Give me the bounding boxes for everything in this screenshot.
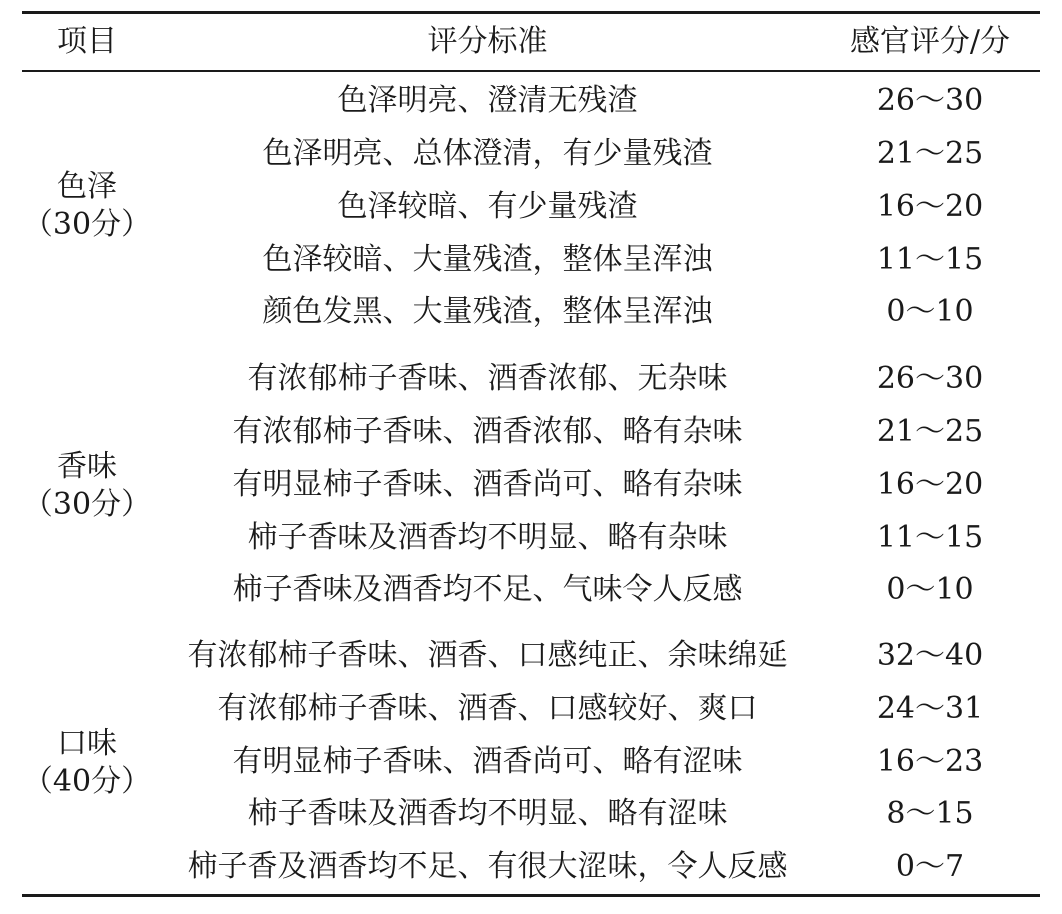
table-row-criteria: 有明显柿子香味、酒香尚可、略有杂味 xyxy=(232,467,743,502)
table-row-score: 21～25 xyxy=(876,136,984,171)
header-item: 项目 xyxy=(57,24,117,59)
group-color-label xyxy=(22,168,152,244)
table-row-criteria: 有明显柿子香味、酒香尚可、略有涩味 xyxy=(232,744,743,779)
table-row-criteria: 柿子香及酒香均不足、有很大涩味，令人反感 xyxy=(187,849,788,884)
table-row-score: 21～25 xyxy=(876,414,984,449)
table-row-criteria: 有浓郁柿子香味、酒香浓郁、无杂味 xyxy=(247,361,728,396)
table-row-criteria: 色泽明亮、澄清无残渣 xyxy=(337,83,638,118)
table-row-criteria: 颜色发黑、大量残渣，整体呈浑浊 xyxy=(262,294,713,329)
table-row-score: 11～15 xyxy=(876,242,984,277)
group-aroma-name: 香味 xyxy=(57,449,117,484)
group-color-name: 色泽 xyxy=(57,169,117,204)
table-row-criteria: 柿子香味及酒香均不明显、略有杂味 xyxy=(247,520,728,555)
table-row-criteria: 有浓郁柿子香味、酒香、口感纯正、余味绵延 xyxy=(187,638,788,673)
table-row-criteria: 柿子香味及酒香均不足、气味令人反感 xyxy=(232,572,743,607)
group-taste-points: （40分） xyxy=(22,764,152,799)
table-row-score: 11～15 xyxy=(876,520,984,555)
table-row-criteria: 柿子香味及酒香均不明显、略有涩味 xyxy=(247,796,728,831)
table-row-score: 16～20 xyxy=(876,467,984,502)
table-row-criteria: 色泽较暗、大量残渣，整体呈浑浊 xyxy=(262,242,713,277)
table-row-score: 16～23 xyxy=(876,744,984,779)
group-color-points: （30分） xyxy=(22,207,152,242)
header-criteria: 评分标准 xyxy=(427,24,548,59)
table-row-score: 24～31 xyxy=(876,691,984,726)
table-row-criteria: 色泽明亮、总体澄清，有少量残渣 xyxy=(262,136,713,171)
table-row-criteria: 有浓郁柿子香味、酒香、口感较好、爽口 xyxy=(217,691,758,726)
table-bottom-rule xyxy=(22,894,1040,897)
table-row-score: 8～15 xyxy=(886,796,974,831)
table-row-score: 32～40 xyxy=(876,638,984,673)
table-row-criteria: 有浓郁柿子香味、酒香浓郁、略有杂味 xyxy=(232,414,743,449)
table-row-score: 0～10 xyxy=(886,294,974,329)
group-aroma-points: （30分） xyxy=(22,487,152,522)
header-score: 感官评分/分 xyxy=(849,24,1011,59)
group-taste-name: 口味 xyxy=(57,726,117,761)
table-header-rule xyxy=(22,70,1040,72)
table-row-score: 16～20 xyxy=(876,189,984,224)
table-row-criteria: 色泽较暗、有少量残渣 xyxy=(337,189,638,224)
group-aroma-label xyxy=(22,448,152,524)
table-row-score: 26～30 xyxy=(876,361,984,396)
table-row-score: 0～10 xyxy=(886,572,974,607)
group-taste-label xyxy=(22,725,152,801)
table-top-rule xyxy=(22,11,1040,14)
table-row-score: 26～30 xyxy=(876,83,984,118)
table-row-score: 0～7 xyxy=(895,849,965,884)
